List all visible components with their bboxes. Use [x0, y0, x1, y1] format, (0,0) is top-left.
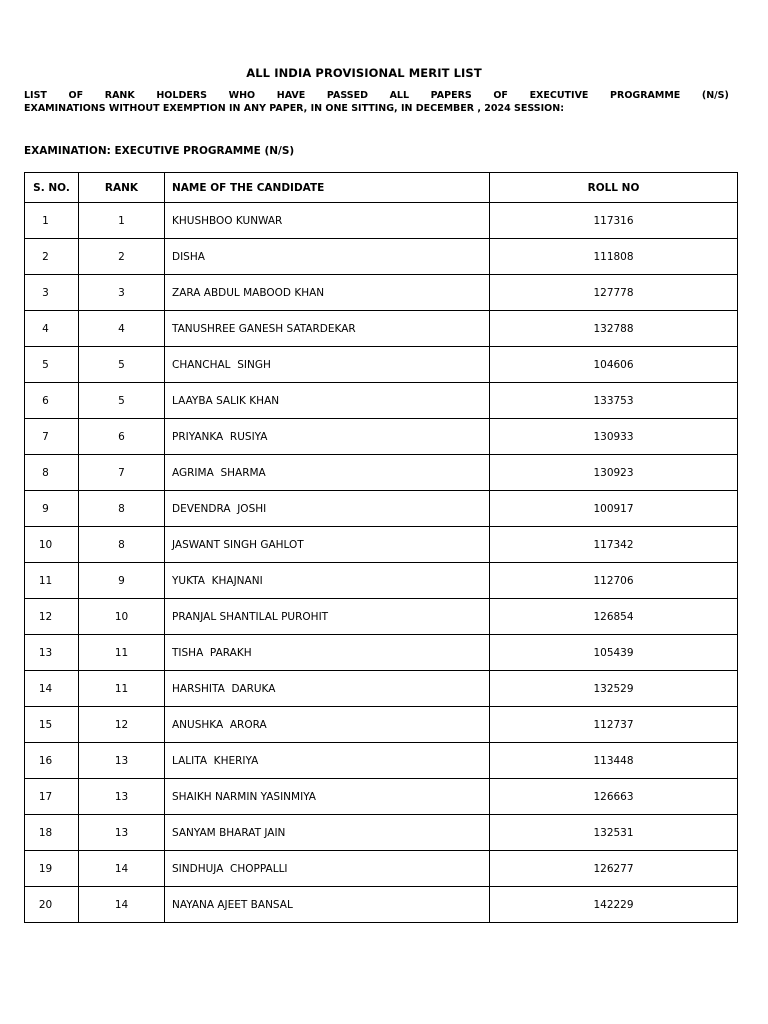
header-sno: S. NO. [25, 173, 79, 203]
cell-roll-no: 113448 [490, 743, 738, 779]
cell-rank: 8 [79, 527, 165, 563]
table-row [25, 275, 738, 311]
cell-candidate-name: AGRIMA SHARMA [165, 455, 490, 491]
cell-rank: 14 [79, 887, 165, 923]
intro-word: HOLDERS [156, 90, 207, 101]
cell-rank: 5 [79, 383, 165, 419]
cell-candidate-name: SHAIKH NARMIN YASINMIYA [165, 779, 490, 815]
cell-sno: 20 [25, 887, 79, 923]
intro-word: EXECUTIVE [529, 90, 589, 101]
cell-rank: 8 [79, 491, 165, 527]
intro-word: PASSED [326, 90, 368, 101]
cell-rank: 13 [79, 779, 165, 815]
cell-sno: 6 [25, 383, 79, 419]
table-row [25, 851, 738, 887]
cell-roll-no: 130923 [490, 455, 738, 491]
header-name: NAME OF THE CANDIDATE [165, 173, 490, 203]
cell-sno: 9 [25, 491, 79, 527]
page-title: ALL INDIA PROVISIONAL MERIT LIST [246, 66, 482, 80]
table-row [25, 671, 738, 707]
table-header-row [25, 173, 738, 203]
cell-candidate-name: JASWANT SINGH GAHLOT [165, 527, 490, 563]
cell-sno: 8 [25, 455, 79, 491]
cell-sno: 10 [25, 527, 79, 563]
table-row [25, 527, 738, 563]
cell-candidate-name: ZARA ABDUL MABOOD KHAN [165, 275, 490, 311]
cell-rank: 13 [79, 743, 165, 779]
cell-roll-no: 126663 [490, 779, 738, 815]
cell-candidate-name: KHUSHBOO KUNWAR [165, 203, 490, 239]
cell-rank: 11 [79, 671, 165, 707]
cell-candidate-name: SINDHUJA CHOPPALLI [165, 851, 490, 887]
cell-candidate-name: LAAYBA SALIK KHAN [165, 383, 490, 419]
intro-word: OF [68, 90, 84, 101]
cell-candidate-name: TISHA PARAKH [165, 635, 490, 671]
cell-candidate-name: SANYAM BHARAT JAIN [165, 815, 490, 851]
cell-roll-no: 127778 [490, 275, 738, 311]
cell-candidate-name: LALITA KHERIYA [165, 743, 490, 779]
table-row [25, 887, 738, 923]
cell-sno: 3 [25, 275, 79, 311]
table-row [25, 491, 738, 527]
cell-candidate-name: DISHA [165, 239, 490, 275]
table-row [25, 563, 738, 599]
table-row [25, 239, 738, 275]
cell-roll-no: 117316 [490, 203, 738, 239]
cell-rank: 4 [79, 311, 165, 347]
cell-rank: 7 [79, 455, 165, 491]
table-row [25, 707, 738, 743]
merit-list-table [24, 172, 738, 923]
cell-candidate-name: NAYANA AJEET BANSAL [165, 887, 490, 923]
cell-roll-no: 117342 [490, 527, 738, 563]
cell-sno: 4 [25, 311, 79, 347]
cell-roll-no: 112737 [490, 707, 738, 743]
cell-sno: 1 [25, 203, 79, 239]
table-row [25, 635, 738, 671]
intro-word: HAVE [276, 90, 306, 101]
table-row [25, 815, 738, 851]
cell-sno: 19 [25, 851, 79, 887]
cell-candidate-name: PRIYANKA RUSIYA [165, 419, 490, 455]
table-row [25, 347, 738, 383]
table-row [25, 779, 738, 815]
intro-word: PAPERS [430, 90, 472, 101]
cell-sno: 14 [25, 671, 79, 707]
intro-word: WHO [228, 90, 256, 101]
cell-roll-no: 100917 [490, 491, 738, 527]
table-row [25, 455, 738, 491]
cell-sno: 11 [25, 563, 79, 599]
cell-sno: 17 [25, 779, 79, 815]
cell-rank: 10 [79, 599, 165, 635]
cell-sno: 2 [25, 239, 79, 275]
cell-rank: 11 [79, 635, 165, 671]
cell-roll-no: 132529 [490, 671, 738, 707]
cell-roll-no: 133753 [490, 383, 738, 419]
cell-rank: 1 [79, 203, 165, 239]
cell-roll-no: 132531 [490, 815, 738, 851]
cell-roll-no: 130933 [490, 419, 738, 455]
cell-candidate-name: CHANCHAL SINGH [165, 347, 490, 383]
cell-sno: 18 [25, 815, 79, 851]
cell-rank: 13 [79, 815, 165, 851]
table-row [25, 311, 738, 347]
intro-word: (N/S) [701, 90, 729, 101]
table-row [25, 419, 738, 455]
table-row [25, 599, 738, 635]
intro-word: LIST [24, 90, 47, 101]
cell-candidate-name: HARSHITA DARUKA [165, 671, 490, 707]
examination-heading: EXAMINATION: EXECUTIVE PROGRAMME (N/S) [24, 145, 295, 157]
intro-word: RANK [104, 90, 135, 101]
cell-sno: 12 [25, 599, 79, 635]
cell-roll-no: 104606 [490, 347, 738, 383]
cell-sno: 16 [25, 743, 79, 779]
cell-roll-no: 112706 [490, 563, 738, 599]
cell-candidate-name: YUKTA KHAJNANI [165, 563, 490, 599]
cell-candidate-name: TANUSHREE GANESH SATARDEKAR [165, 311, 490, 347]
cell-rank: 5 [79, 347, 165, 383]
cell-sno: 5 [25, 347, 79, 383]
cell-rank: 2 [79, 239, 165, 275]
cell-candidate-name: PRANJAL SHANTILAL PUROHIT [165, 599, 490, 635]
table-row [25, 203, 738, 239]
cell-rank: 9 [79, 563, 165, 599]
intro-line-2: EXAMINATIONS WITHOUT EXEMPTION IN ANY PAPER, IN ONE SITTING, IN DECEMBER , 2024 SESSION: [24, 103, 565, 114]
cell-candidate-name: DEVENDRA JOSHI [165, 491, 490, 527]
cell-rank: 6 [79, 419, 165, 455]
cell-roll-no: 126854 [490, 599, 738, 635]
intro-line-1 [24, 89, 729, 102]
header-rank: RANK [79, 173, 165, 203]
header-roll-no: ROLL NO [490, 173, 738, 203]
cell-roll-no: 142229 [490, 887, 738, 923]
intro-word: PROGRAMME [610, 90, 681, 101]
intro-text [24, 89, 729, 115]
intro-word: ALL [389, 90, 410, 101]
cell-sno: 15 [25, 707, 79, 743]
cell-rank: 3 [79, 275, 165, 311]
cell-roll-no: 126277 [490, 851, 738, 887]
table-row [25, 383, 738, 419]
cell-sno: 7 [25, 419, 79, 455]
cell-rank: 14 [79, 851, 165, 887]
cell-roll-no: 105439 [490, 635, 738, 671]
cell-sno: 13 [25, 635, 79, 671]
cell-roll-no: 132788 [490, 311, 738, 347]
cell-candidate-name: ANUSHKA ARORA [165, 707, 490, 743]
table-body [25, 203, 738, 923]
intro-word: OF [493, 90, 508, 101]
cell-roll-no: 111808 [490, 239, 738, 275]
table-row [25, 743, 738, 779]
cell-rank: 12 [79, 707, 165, 743]
